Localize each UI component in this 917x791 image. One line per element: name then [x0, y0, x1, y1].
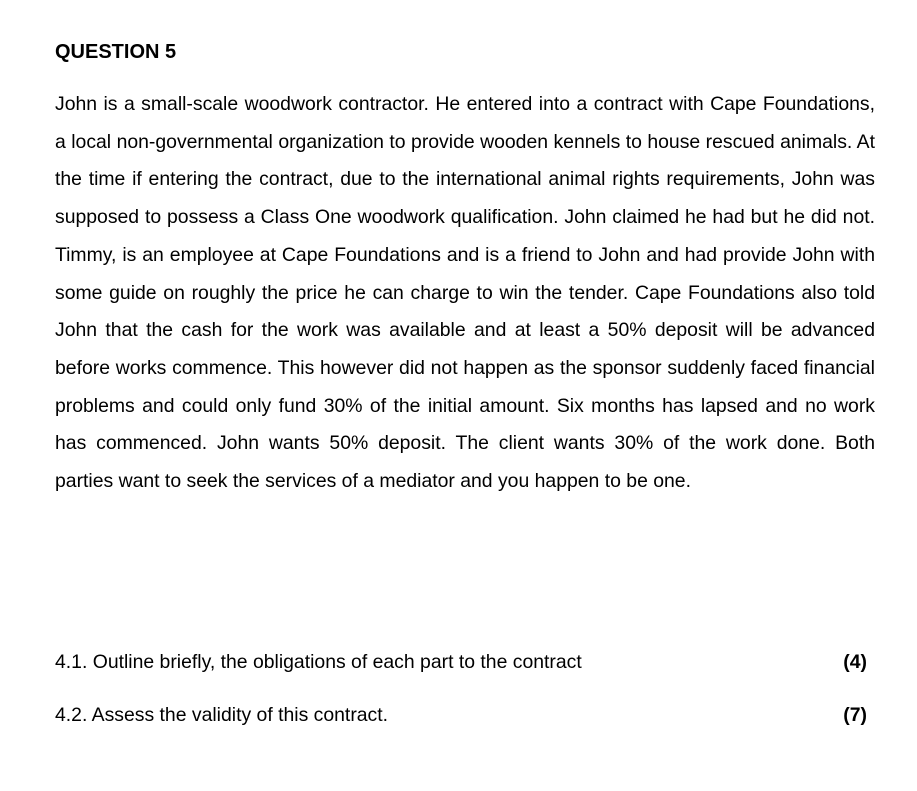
sub-question-4-1	[55, 650, 867, 674]
sub-question-text: 4.1. Outline briefly, the obligations of each part to the contract	[55, 651, 582, 673]
scenario-paragraph: John is a small-scale woodwork contractor. He entered into a contract with Cape Foundations, a local non-governmental organization to provide wooden kennels to house rescued animals. At the time if entering the contract, due to the international animal rights requirements, John was supposed to possess a Class One woodwork qualification. John claimed he had but he did not. Timmy, is an employee at Cape Foundations and is a friend to John and had provide John with some guide on roughly the price he can charge to win the tender. Cape Foundations also told John that the cash for the work was available and at least a 50% deposit will be advanced before works commence. This however did not happen as the sponsor suddenly faced financial problems and could only fund 30% of the initial amount. Six months has lapsed and no work has commenced. John wants 50% deposit. The client wants 30% of the work done. Both parties want to seek the services of a mediator and you happen to be one.	[55, 93, 875, 493]
question-heading: QUESTION 5	[55, 41, 177, 63]
sub-question-4-2	[55, 703, 867, 727]
sub-question-text: 4.2. Assess the validity of this contract.	[55, 704, 389, 726]
sub-question-marks: (7)	[843, 704, 867, 726]
sub-question-marks: (4)	[843, 651, 867, 673]
